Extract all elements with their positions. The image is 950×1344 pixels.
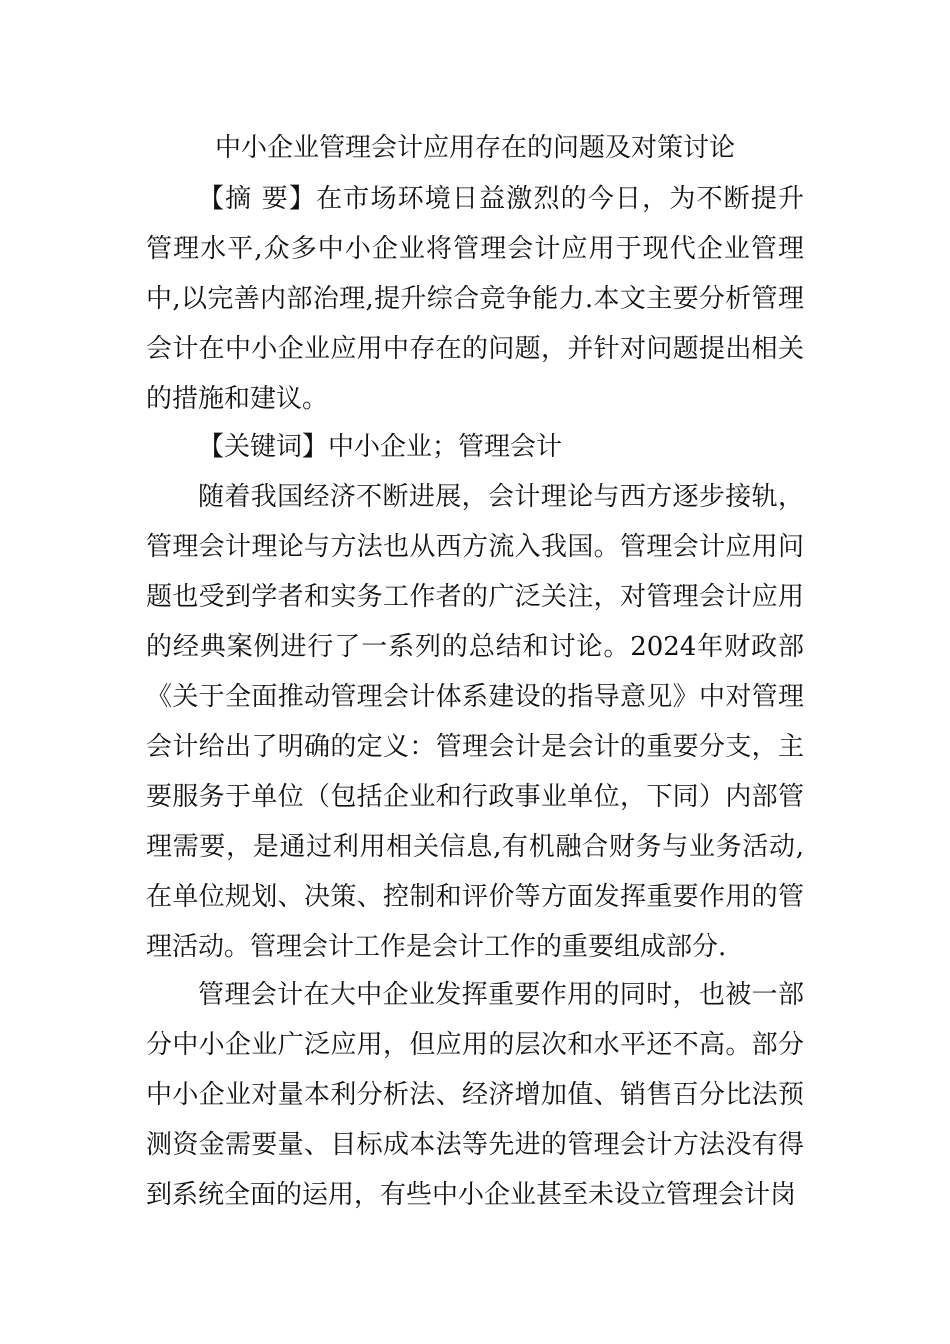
- keywords-label: 【关键词】: [198, 432, 329, 462]
- abstract-label: 【摘 要】: [198, 184, 317, 214]
- keywords-paragraph: [146, 422, 804, 472]
- body-paragraph-1: 随着我国经济不断进展，会计理论与西方逐步接轨，管理会计理论与方法也从西方流入我国。管理会计应用问题也受到学者和实务工作者的广泛关注，对管理会计应用的经典案例进行了一系列的总结和讨论。2024年财政部《关于全面推动管理会计体系建设的指导意见》中对管理会计给出了明确的定义：管理会计是会计的重要分支，主要服务于单位（包括企业和行政事业单位，下同）内部管理需要，是通过利用相关信息,有机融合财务与业务活动,在单位规划、决策、控制和评价等方面发挥重要作用的管理活动。管理会计工作是会计工作的重要组成部分.: [146, 482, 804, 962]
- abstract-paragraph: [146, 174, 804, 424]
- body-paragraph-2: 管理会计在大中企业发挥重要作用的同时，也被一部分中小企业广泛应用，但应用的层次和水平还不高。部分中小企业对量本利分析法、经济增加值、销售百分比法预测资金需要量、目标成本法等先进的管理会计方法没有得到系统全面的运用，有些中小企业甚至未设立管理会计岗: [146, 980, 804, 1210]
- document-title: 中小企业管理会计应用存在的问题及对策讨论: [214, 133, 735, 163]
- abstract-text: 在市场环境日益激烈的今日，为不断提升管理水平,众多中小企业将管理会计应用于现代企业管理中,以完善内部治理,提升综合竞争能力.本文主要分析管理会计在中小企业应用中存在的问题，并针对问题提出相关的措施和建议。: [146, 184, 804, 414]
- keywords-text: 中小企业；管理会计: [328, 432, 563, 462]
